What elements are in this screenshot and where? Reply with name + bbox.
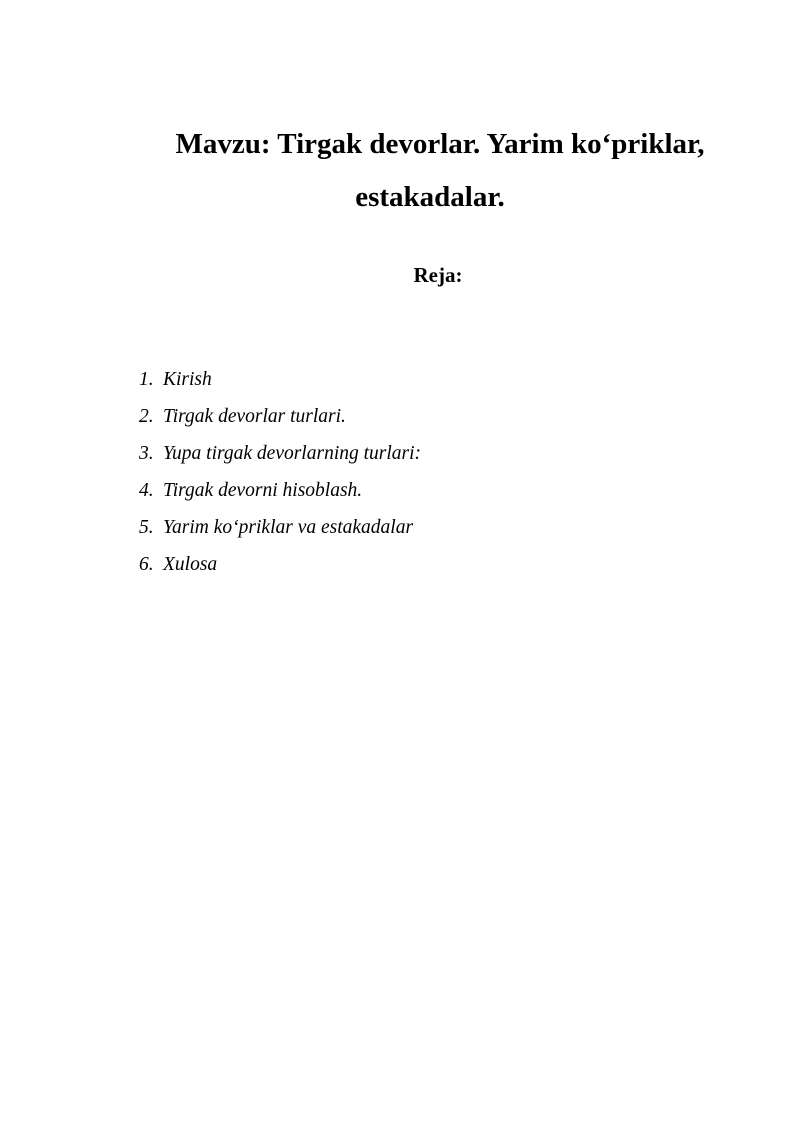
plan-item [139,515,421,552]
plan-item [139,367,421,404]
plan-item [139,441,421,478]
plan-item-text: Tirgak devorlar turlari. [163,406,346,427]
plan-item-number: 2. [139,406,154,427]
plan-item-number: 1. [139,369,154,390]
plan-item-text: Xulosa [163,554,218,575]
plan-item [139,404,421,441]
plan-item-number: 3. [139,443,154,464]
plan-item-number: 6. [139,554,154,575]
plan-item [139,552,421,589]
document-title-line-1: Mavzu: Tirgak devorlar. Yarim ko‘priklar, [175,128,705,160]
plan-heading: Reja: [413,263,463,287]
plan-item-number: 5. [139,517,154,538]
document-title-line-2: estakadalar. [355,181,505,213]
plan-item-number: 4. [139,480,154,501]
plan-item-text: Yupa tirgak devorlarning turlari: [163,443,422,464]
plan-list [139,367,421,589]
plan-item-text: Tirgak devorni hisoblash. [163,480,363,501]
plan-item [139,478,421,515]
plan-item-text: Yarim ko‘priklar va estakadalar [163,517,414,538]
plan-item-text: Kirish [163,369,212,390]
